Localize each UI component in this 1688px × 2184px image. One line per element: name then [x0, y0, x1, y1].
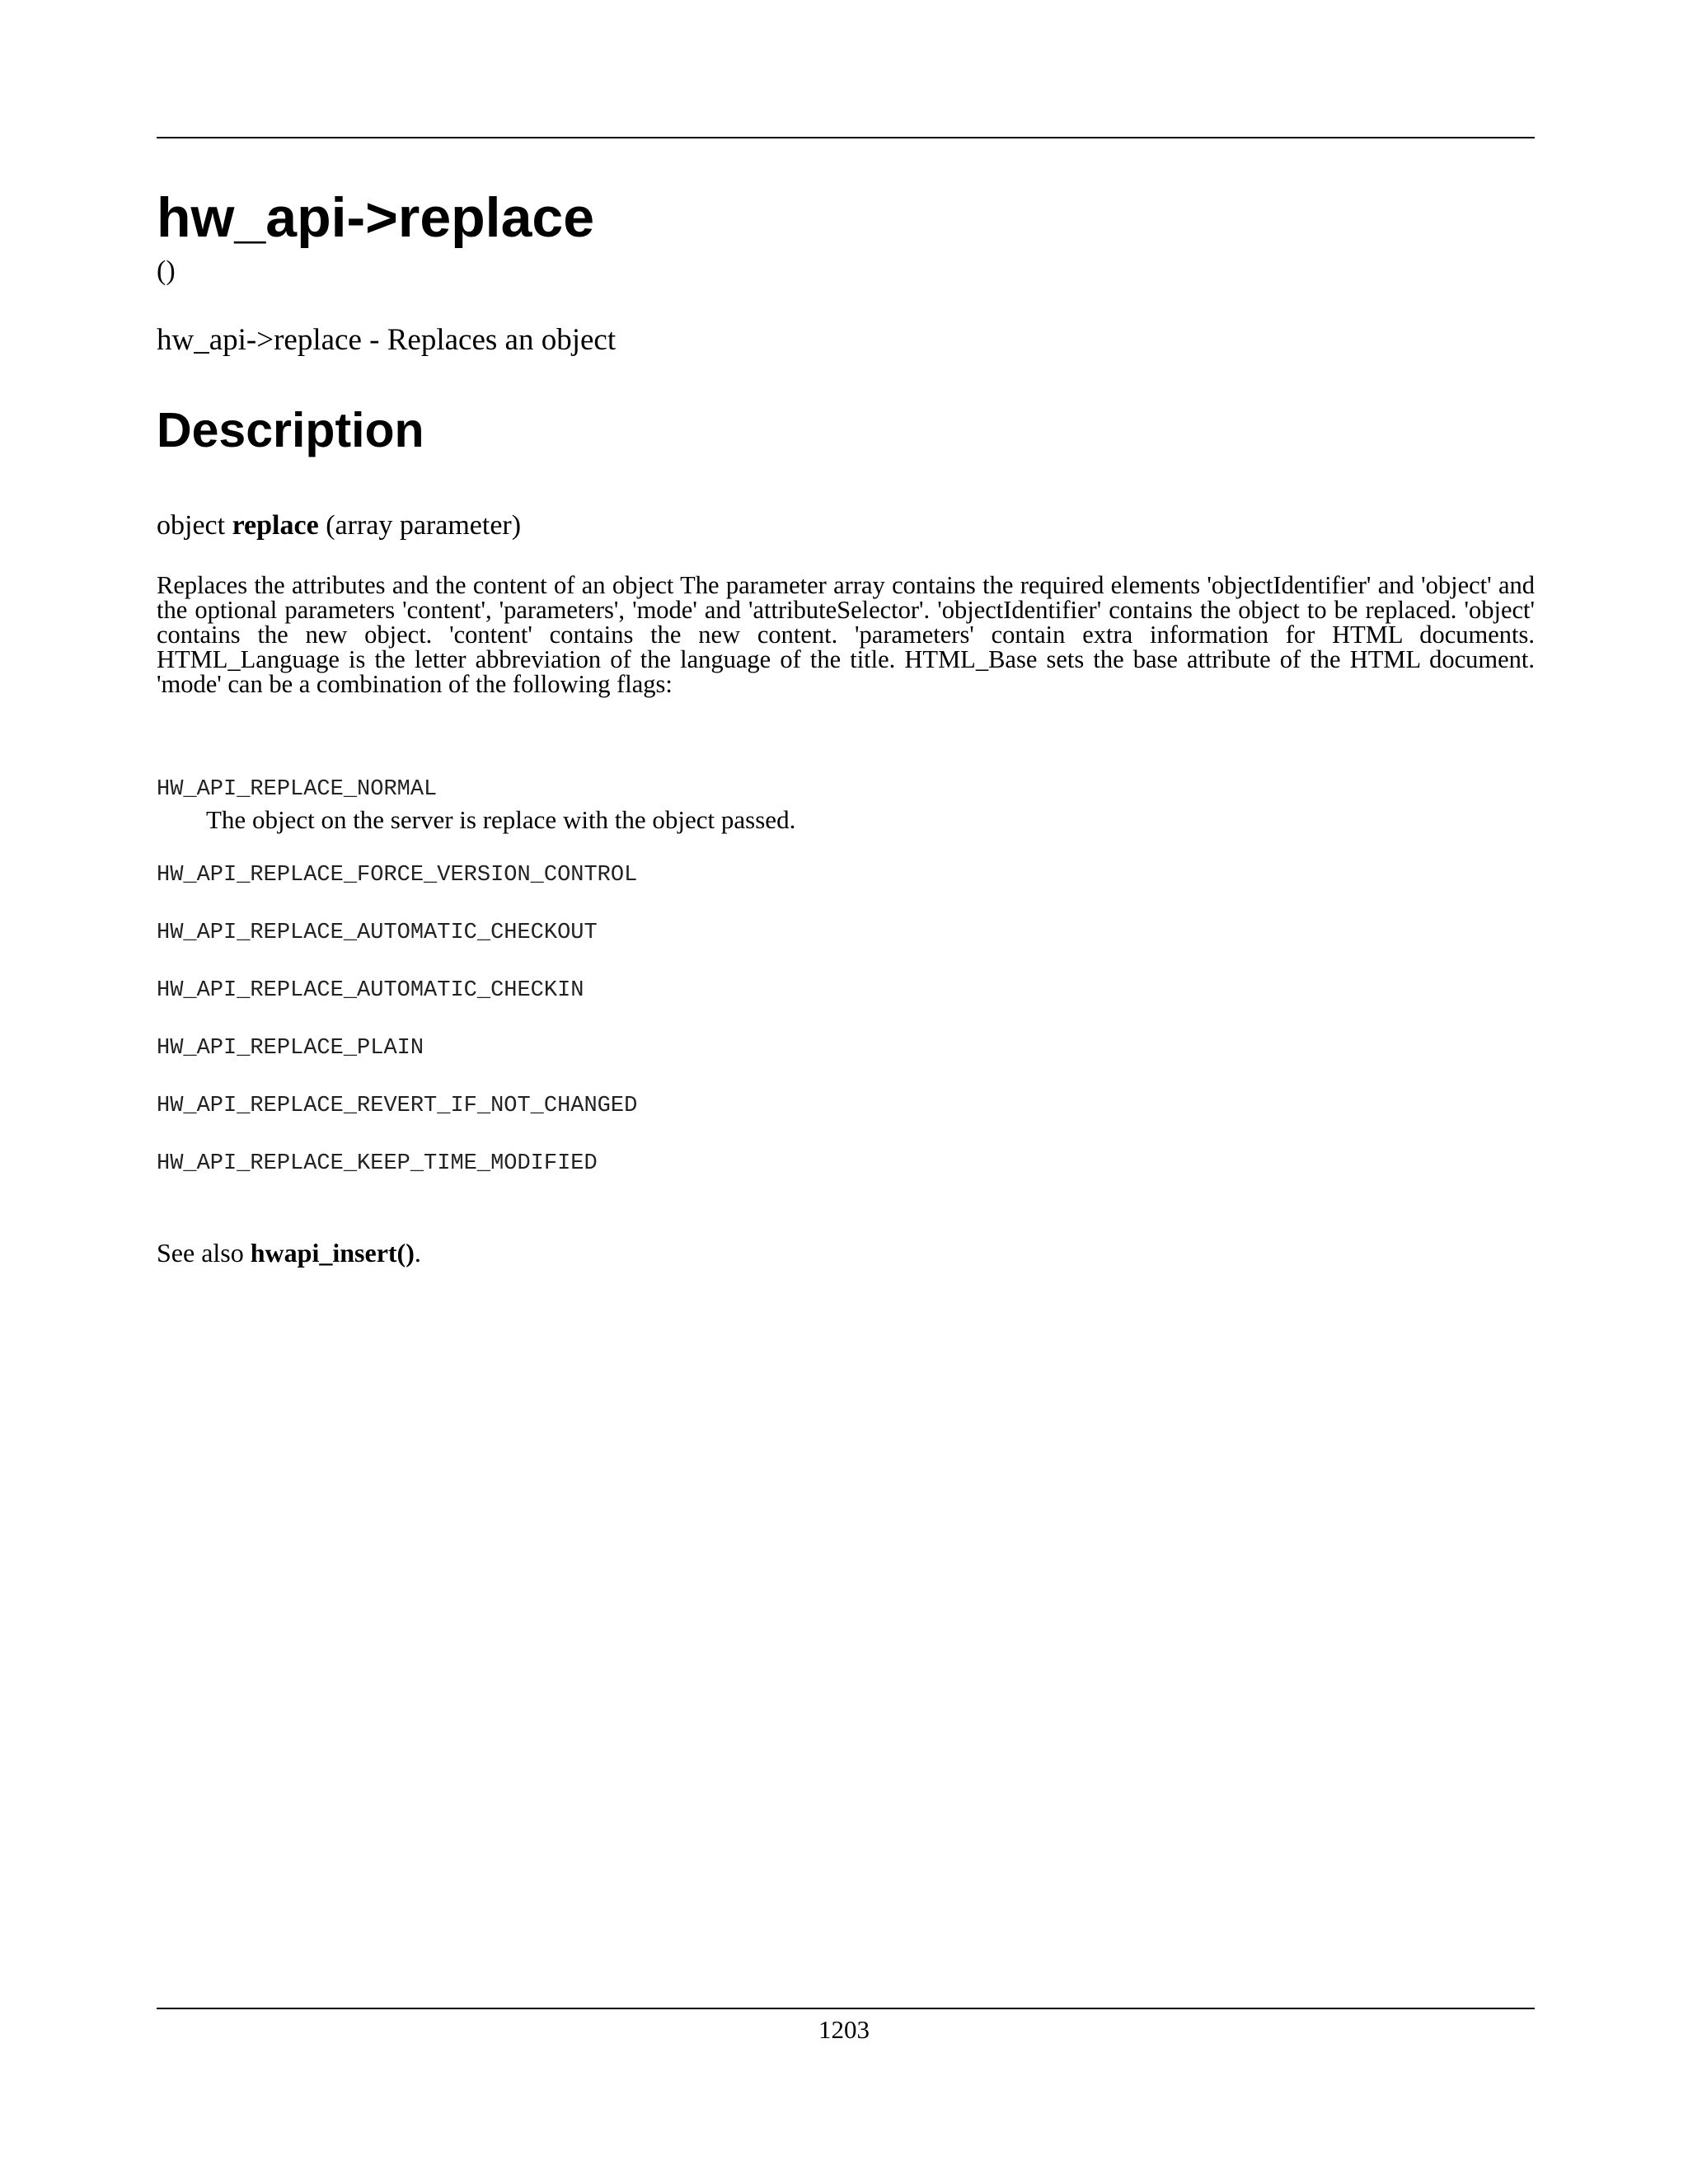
flag-name: HW_API_REPLACE_REVERT_IF_NOT_CHANGED	[157, 1094, 638, 1118]
flag-item	[157, 1038, 424, 1060]
header-rule	[157, 137, 1535, 138]
title-parens: ()	[157, 255, 176, 286]
refname-purpose: hw_api->replace - Replaces an object	[157, 323, 617, 357]
page-number: 1203	[818, 2015, 870, 2044]
flag-name: HW_API_REPLACE_PLAIN	[157, 1036, 424, 1061]
description-paragraph: Replaces the attributes and the content of an object The parameter array contains the required elements 'objectIdentifier' and 'object' and the optional parameters 'content', 'parameters', 'mode' and 'attributeSelector'. 'objectIdentifier' contains the object to be replaced. 'object' contains the new object. 'content' contains the new content. 'parameters' contain extra information for HTML documents. HTML_Language is the letter abbreviation of the language of the title. HTML_Base sets the base attribute of the HTML document. 'mode' can be a combination of the following flags:	[157, 571, 1535, 698]
flag-name: HW_API_REPLACE_AUTOMATIC_CHECKIN	[157, 978, 584, 1003]
flag-name: HW_API_REPLACE_KEEP_TIME_MODIFIED	[157, 1151, 598, 1176]
flag-item	[157, 980, 584, 1002]
flag-description: The object on the server is replace with the object passed.	[206, 805, 796, 834]
flag-name: HW_API_REPLACE_NORMAL	[157, 777, 438, 802]
return-type: object	[157, 510, 226, 541]
function-name: replace	[232, 510, 319, 541]
see-also-suffix: .	[414, 1238, 421, 1268]
function-synopsis	[157, 510, 521, 541]
flag-name: HW_API_REPLACE_FORCE_VERSION_CONTROL	[157, 863, 638, 888]
flag-item	[157, 1153, 598, 1175]
see-also-link[interactable]: hwapi_insert()	[250, 1238, 415, 1268]
flag-item	[157, 865, 637, 887]
see-also	[157, 1239, 421, 1268]
flag-item	[157, 1095, 637, 1118]
page-title: hw_api->replace	[157, 186, 595, 249]
see-also-prefix: See also	[157, 1238, 251, 1268]
function-params: (array parameter)	[326, 510, 522, 541]
flag-item	[157, 922, 598, 944]
flag-name: HW_API_REPLACE_AUTOMATIC_CHECKOUT	[157, 921, 598, 945]
description-heading: Description	[157, 403, 424, 457]
flag-item	[157, 777, 796, 834]
